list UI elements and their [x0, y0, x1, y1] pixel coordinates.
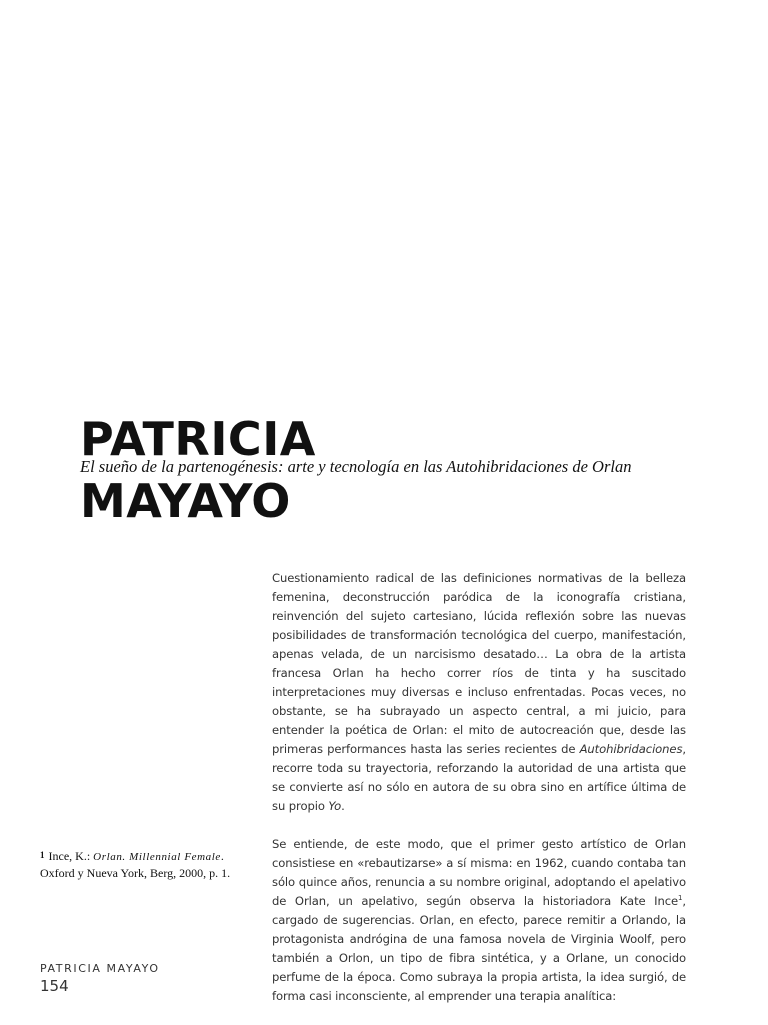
article-body [272, 569, 686, 1025]
article-subtitle: El sueño de la partenogénesis: arte y tecnología en las Autohibridaciones de Orlan [80, 457, 632, 476]
emphasis-yo: Yo [328, 799, 342, 813]
text-run: . [341, 799, 345, 813]
footnote-number: 1 [40, 850, 45, 860]
footnote-details: . Oxford y Nueva York, Berg, 2000, p. 1. [40, 849, 231, 880]
footnote [40, 847, 252, 881]
emphasis-autohibridaciones: Autohibridaciones [579, 742, 683, 756]
text-run: Se entiende, de este modo, que el primer gesto artístico de Orlan consistiese en «rebautizarse» a sí misma: en 1962, cuando contaba tan sólo quince años, renuncia a su nombre original, adoptando el apelativo de Orlan, un apelativo, según observa la historiadora Kate Ince [272, 837, 686, 908]
body-paragraph-2 [272, 835, 686, 1006]
text-run: , cargado de sugerencias. Orlan, en efecto, parece remitir a Orlando, la protagonista andrógina de una famosa novela de Virginia Woolf, pero también a Orlon, un tipo de fibra sintética, y a Orlane, un conocido perfume de la época. Como subraya la propia artista, la idea surgió, de forma casi inconsciente, al emprender una terapia analítica: [272, 894, 686, 1003]
page-number: 154 [40, 977, 69, 995]
footnote-author: Ince, K.: [48, 849, 94, 863]
running-head: PATRICIA MAYAYO [40, 962, 160, 975]
author-first-name: PATRICIA [80, 412, 316, 466]
footnote-title: Orlan. Millennial Female [93, 851, 221, 863]
body-paragraph-1 [272, 569, 686, 816]
text-run: , recorre toda su trayectoria, reforzando la autoridad de una artista que se convierte así no sólo en autora de su obra sino en artífice última de su propio [272, 742, 686, 813]
footnote-reference[interactable]: 1 [678, 894, 683, 902]
author-last-name: MAYAYO [80, 474, 291, 528]
text-run: Cuestionamiento radical de las definiciones normativas de la belleza femenina, deconstrucción paródica de la iconografía cristiana, reinvención del sujeto cartesiano, lúcida reflexión sobre las nuevas posibilidades de transformación tecnológica del cuerpo, manifestación, apenas velada, de un narcisismo desatado… La obra de la artista francesa Orlan ha hecho correr ríos de tinta y ha suscitado interpretaciones muy diversas e incluso enfrentadas. Pocas veces, no obstante, se ha subrayado un aspecto central, a mi juicio, para entender la poética de Orlan: el mito de autocreación que, desde las primeras performances hasta las series recientes de [272, 571, 686, 756]
